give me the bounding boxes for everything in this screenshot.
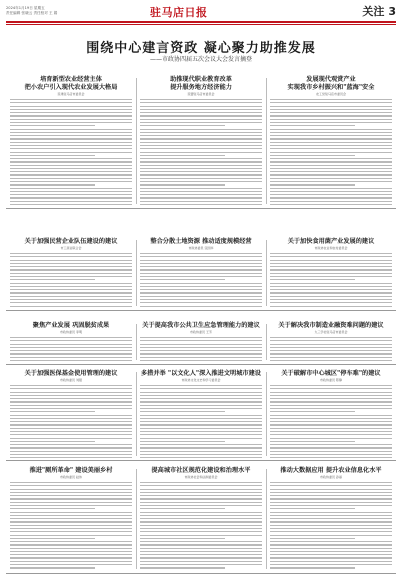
article-body — [270, 253, 392, 307]
article-title: 关于加快食用菌产业发展的建议 — [287, 238, 375, 245]
article-byline: 农工党驻马店市委员会 — [315, 92, 346, 96]
article-body — [140, 337, 262, 361]
article-body — [10, 482, 132, 569]
article-byline: 九三学社驻马店市委员会 — [314, 330, 348, 334]
article-title: 多措并举 "以文化人"深入推进文明城市建设 — [141, 370, 261, 377]
column-divider — [266, 240, 267, 306]
page-number: 3 — [388, 4, 396, 18]
article-byline: 市政协农业和农村委员会 — [314, 246, 348, 250]
column-divider — [266, 78, 267, 204]
column-divider — [136, 469, 137, 569]
row-divider — [6, 573, 396, 574]
article — [10, 467, 132, 571]
article-title: 推动大数据应用 提升农业信息化水平 — [280, 467, 382, 474]
article-title: 聚焦产业发展 巩固脱贫成果 — [32, 322, 110, 329]
row-divider — [6, 310, 396, 311]
article — [140, 238, 262, 309]
article-byline: 市政协委员 王芳 — [190, 330, 212, 334]
article-body — [10, 99, 132, 205]
issue-date — [6, 6, 57, 15]
section-header — [338, 4, 396, 18]
article — [270, 370, 392, 460]
article-body — [140, 253, 262, 307]
article — [270, 322, 392, 363]
article-title: 发展现代观赏产业 实现我市乡村振兴和"蓝海"安全 — [287, 76, 375, 91]
column-divider — [266, 324, 267, 360]
article — [10, 370, 132, 460]
article-byline: 市政协社会和法制委员会 — [184, 475, 218, 479]
article-body — [270, 385, 392, 458]
page-subheadline: ——市政协四届五次会议大会发言摘登 — [149, 56, 252, 63]
row-divider — [6, 460, 396, 461]
article-body — [10, 253, 132, 307]
article-title: 培育新型农业经营主体 把小农户引入现代农业发展大格局 — [24, 76, 118, 91]
article-byline: 市政协文化文史和学习委员会 — [181, 378, 221, 382]
article — [270, 467, 392, 571]
row-divider — [6, 208, 396, 209]
article-byline: 市政协委员 孙丽 — [320, 475, 342, 479]
article-byline: 民建驻马店市委员会 — [57, 92, 85, 96]
article-body — [10, 385, 132, 458]
article — [140, 76, 262, 207]
column-divider — [266, 469, 267, 569]
article-title: 关于加强医保基金使用管理的建议 — [24, 370, 118, 377]
masthead — [0, 0, 402, 34]
article-byline: 市工商业联合会 — [60, 246, 82, 250]
editor-line: 责任编辑 张晓云 责任校对 王 娟 — [6, 10, 58, 15]
article — [140, 322, 262, 363]
article — [270, 238, 392, 309]
article-byline: 市政协委员 陈静 — [320, 378, 342, 382]
article-title: 关于破解市中心城区"停车难"的建议 — [281, 370, 381, 377]
article-body — [10, 337, 132, 361]
article-title: 关于解决我市制造业融资难问题的建议 — [278, 322, 384, 329]
article — [270, 76, 392, 207]
date-line: 2024年1月19日 星期五 — [6, 6, 45, 10]
article-title: 提高城市社区规范化建设和治理水平 — [151, 467, 251, 474]
article — [10, 322, 132, 363]
article-body — [140, 482, 262, 569]
article-byline: 民盟驻马店市委员会 — [187, 92, 215, 96]
article — [140, 370, 262, 460]
article-byline: 市政协委员 赵伟 — [60, 475, 82, 479]
article-title: 关于加强民营企业队伍建设的建议 — [24, 238, 118, 245]
article — [10, 238, 132, 309]
article-title: 关于提高我市公共卫生应急管理能力的建议 — [142, 322, 260, 329]
section-label: 关注 — [362, 5, 385, 18]
column-divider — [136, 78, 137, 204]
newspaper-logo: 驻马店日报 — [150, 6, 208, 19]
article-title: 整合分散土地资源 推动适度规模经营 — [150, 238, 252, 245]
article-byline: 市政协委员 张国华 — [188, 246, 214, 250]
masthead-rule-thin — [6, 24, 396, 25]
article-body — [270, 99, 392, 205]
article-body — [270, 337, 392, 361]
row-divider — [6, 364, 396, 365]
article-body — [140, 385, 262, 458]
article-body — [270, 482, 392, 569]
page-headline: 围绕中心建言资政 凝心聚力助推发展 — [86, 41, 316, 56]
article-body — [140, 99, 262, 205]
article-byline: 市政协委员 李明 — [60, 330, 82, 334]
article-title: 助推现代职业教育改革 提升服务地方经济能力 — [170, 76, 232, 91]
column-divider — [266, 372, 267, 456]
article-byline: 市政协委员 刘强 — [60, 378, 82, 382]
masthead-rule — [6, 21, 396, 23]
column-divider — [136, 324, 137, 360]
column-divider — [136, 240, 137, 306]
article-title: 推进"厕所革命" 建设美丽乡村 — [29, 467, 113, 474]
article — [10, 76, 132, 207]
column-divider — [136, 372, 137, 456]
article — [140, 467, 262, 571]
